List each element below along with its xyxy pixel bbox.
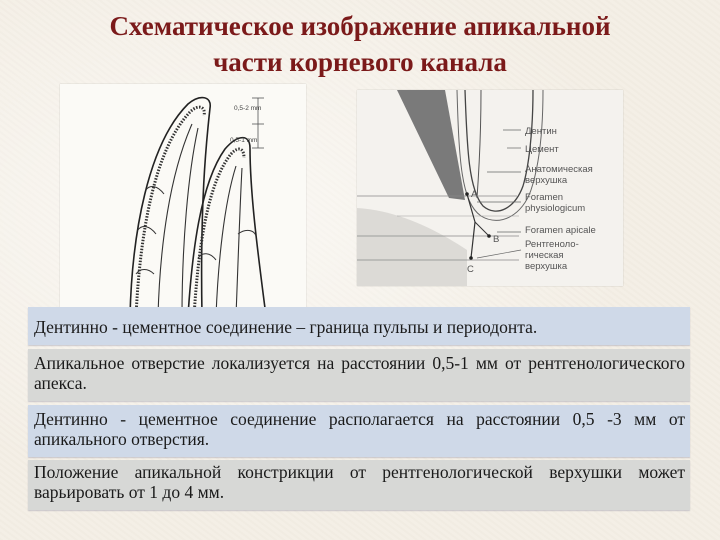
fact-box-3 [28, 405, 690, 457]
dimension-label-middle: 0,5-1 mm [230, 137, 258, 144]
fact-box-4 [28, 460, 690, 510]
point-c-label: C [467, 264, 474, 275]
label-foramen-phys-1: Foramen [525, 192, 564, 203]
label-dentin: Дентин [525, 126, 557, 137]
fact-box-2 [28, 349, 690, 401]
label-foramen-apicale: Foramen apicale [525, 225, 596, 236]
label-foramen-phys-2: physiologicum [525, 203, 586, 214]
point-b-label: B [493, 234, 500, 245]
root-apex-drawing [60, 84, 306, 316]
label-xray-apex-2: гическая [525, 250, 564, 261]
fact-text-3: Дентинно - цементное соединение располагается на расстоянии 0,5 -3 мм от апикального отверстия. [34, 409, 685, 449]
title-line-2: части корневого канала [213, 47, 507, 77]
fact-box-1 [28, 307, 690, 345]
label-xray-apex-3: верхушка [525, 261, 568, 272]
fact-text-4: Положение апикальной констрикции от рентгенологической верхушки может варьировать от 1 до 4 мм. [34, 462, 685, 502]
apex-section-schematic [357, 90, 623, 286]
label-xray-apex-1: Рентгеноло- [525, 239, 579, 250]
title-line-1: Схематическое изображение апикальной [109, 11, 611, 41]
slide-title [0, 8, 720, 80]
point-a-label: A [471, 189, 478, 200]
label-anatomical-apex-1: Анатомическая [525, 164, 593, 175]
root-apex-schematic [60, 84, 306, 316]
label-cement: Цемент [525, 144, 559, 155]
label-anatomical-apex-2: верхушка [525, 175, 568, 186]
fact-text-1: Дентинно - цементное соединение – граница пульпы и периодонта. [34, 317, 538, 337]
dimension-label-top: 0,5-2 mm [234, 105, 262, 112]
apex-section-drawing [357, 90, 623, 286]
fact-text-2: Апикальное отверстие локализуется на расстоянии 0,5-1 мм от рентгенологического апекса. [34, 353, 685, 393]
